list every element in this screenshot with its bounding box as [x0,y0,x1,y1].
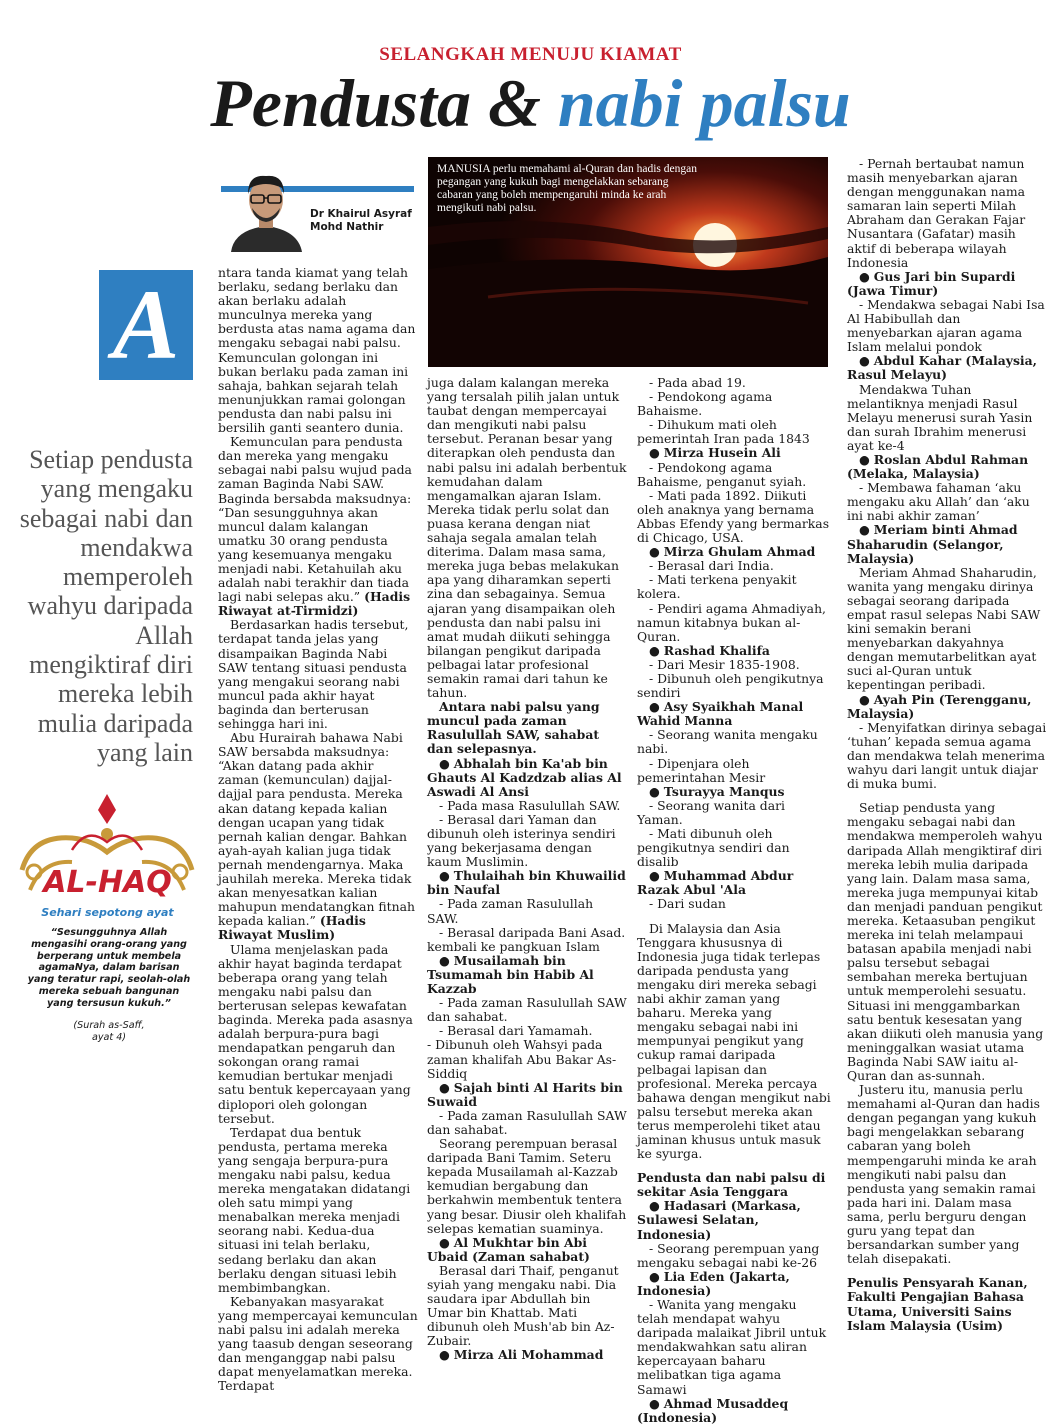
list-item [427,869,627,897]
list-detail: - Pada masa Rasulullah SAW. [439,797,621,813]
list-item [637,1199,831,1241]
prophet-name: Gus Jari bin Supardi (Jawa Timur) [847,268,1016,298]
prophet-name: Rashad Khalifa [663,642,770,658]
list-detail: - Berasal daripada Bani Asad. kembali ke pangkuan Islam [427,924,626,954]
list-item [637,545,831,559]
al-haq-quote: “Sesungguhnya Allah mengasihi orang-orang yang berperang untuk membela agamaNya, dalam barisan yang teratur rapi, seolah-olah mereka sebuah bangunan yang tersusun kukuh.” [27,927,191,1009]
prophet-name: Mirza Ghulam Ahmad [663,544,816,560]
list-detail: - Wanita yang mengaku telah mendapat wahyu daripada malaikat Jibril untuk mendakwahkan satu aliran kepercayaan baharu melibatkan tiga agama Samawi [637,1297,827,1397]
list-item [637,446,831,460]
prophet-name: Meriam binti Ahmad Shaharudin (Selangor, Malaysia) [847,522,1018,566]
list-detail: - Mati dibunuh oleh pengikutnya sendiri dan disalib [637,826,790,870]
prophet-name: Tsurayya Manqus [663,783,785,799]
list-item [847,693,1047,721]
col1-para1: ntara tanda kiamat yang telah berlaku, sedang berlaku dan akan berlaku adalah munculnya mereka yang berdusta atas nama agama dan mengaku sebagai nabi palsu. Kemunculan golongan ini bukan berlaku pada zaman ini sahaja, bahkan sejarah telah menunjukkan ramai golongan pendusta dan nabi palsu ini bersilih ganti seantero dunia. [218,265,416,436]
list-item [637,785,831,799]
list-detail: Seorang perempuan berasal daripada Bani Tamim. Seteru kepada Musailamah al-Kazzab kemudian bergabung dan berkahwin membentuk tentera yang besar. Diusir oleh khalifah selepas kematian suaminya. [427,1136,627,1236]
list-detail: Mendakwa Tuhan melantiknya menjadi Rasul Melayu menerusi surah Yasin dan surah Ibrahim menerusi ayat ke-4 [847,381,1033,453]
list-detail: - Pada abad 19. [649,375,746,390]
list-detail: - Pada zaman Rasulullah SAW. [427,896,594,926]
author-bio-text: Penulis Pensyarah Kanan, Fakulti Pengajian Bahasa Utama, Universiti Sains Islam Malaysia (Usim) [847,1275,1028,1333]
prophet-name: Sajah binti Al Harits bin Suwaid [427,1079,623,1109]
list-item [847,354,1047,382]
column-1 [218,266,418,1394]
list-detail: - Berasal dari India. [649,558,774,574]
list-detail: - Pendiri agama Ahmadiyah, namun kitabnya bukan al-Quran. [637,600,826,644]
kicker: SELANGKAH MENUJU KIAMAT [379,44,682,65]
list-item [427,954,627,996]
prophet-name: Ayah Pin (Terengganu, Malaysia) [847,691,1032,721]
list-detail: - Dipenjara oleh pemerintahan Mesir [637,755,766,785]
prophet-name: Thulaihah bin Khuwailid bin Naufal [427,868,626,898]
column-2 [427,376,627,1363]
prophet-name: Mirza Ali Mohammad [453,1347,604,1363]
col1-para2 [218,435,418,618]
col3-heading-text: Pendusta dan nabi palsu di sekitar Asia Tenggara [637,1170,826,1200]
list-detail: - Seorang wanita dari Yaman. [637,797,786,827]
list-detail: - Seorang wanita mengaku nabi. [637,727,818,757]
prophet-name: Lia Eden (Jakarta, Indonesia) [637,1268,790,1298]
col1-para2-ref: (Hadis Riwayat at-Tirmidzi) [218,589,411,619]
col4-para2: Justeru itu, manusia perlu memahami al-Quran dan hadis dengan pegangan yang kukuh bagi mengelakkan sebarang cabaran yang boleh mempengaruhi minda ke arah mengikuti nabi palsu dan pendusta yang semakin ramai pada hari ini. Dalam masa sama, perlu berguru dengan guru yang tepat dan bersandarkan sumber yang telah disepakati. [847,1082,1040,1267]
col4-para1: Setiap pendusta yang mengaku sebagai nabi dan mendakwa memperoleh wahyu daripada Allah mengiktiraf diri mereka lebih mulia daripada yang lain. Dalam masa sama, mereka juga mempunyai kitab dan menjadi panduan pengikut mereka. Ketaasuban pengikut mereka ini telah melampaui batasan apabila menjadi nabi palsu tersebut sebagai sembahan mereka bertujuan untuk memperolehi sesuatu. Situasi ini menggambarkan satu bentuk kesesatan yang akan diikuti oleh manusia yang meninggalkan wasiat utama Baginda Nabi SAW iaitu al-Quran dan as-sunnah. [847,800,1044,1083]
col2-para1: juga dalam kalangan mereka yang tersalah pilih jalan untuk taubat dengan mempercayai dan mengikuti nabi palsu tersebut. Peranan besar yang diterapkan oleh pendusta dan nabi palsu ini adalah berbentuk kemudahan dalam mengamalkan ajaran Islam. Mereka tidak perlu solat dan puasa kerana dengan niat sahaja segala amalan telah diterima. Dalam masa sama, mereka juga bebas melakukan apa yang diharamkan seperti zina dan sebagainya. Semua ajaran yang disampaikan oleh pendusta dan nabi palsu ini amat mudah diikuti sehingga bilangan pengikut daripada pelbagai latar profesional semakin ramai dari tahun ke tahun. [427,375,627,701]
al-haq-subtitle: Sehari sepotong ayat [41,906,174,919]
prophet-name: Hadasari (Markasa, Sulawesi Selatan, Indonesia) [637,1198,801,1242]
list-detail: - Berasal dari Yamamah. [439,1023,593,1039]
prophet-name: Ahmad Musaddeq (Indonesia) [637,1395,789,1425]
list-detail: - Berasal dari Yaman dan dibunuh oleh isterinya sendiri yang bekerjasama dengan kaum Muslimin. [427,811,616,870]
list-detail: - Pendokong agama Bahaisme. [637,389,773,419]
list-item [847,270,1047,298]
col1-para2-text: Kemunculan para pendusta dan mereka yang mengaku sebagai nabi palsu wujud pada zaman Baginda Nabi SAW. Baginda bersabda maksudnya: “Dan sesungguhnya akan muncul dalam kalangan umatku 30 orang pendusta yang kesemuanya mengaku menjadi nabi. Ketahuilah aku adalah nabi terakhir dan tiada lagi nabi selepas aku.” [218,434,412,605]
list-detail: - Pernah bertaubat namun masih menyebarkan ajaran dengan menggunakan nama samaran lain seperti Milah Abraham dan Gerakan Fajar Nusantara (Gafatar) masih aktif di beberapa wilayah Indonesia [847,156,1026,270]
author-photo [226,164,306,252]
col2-heading-text: Antara nabi palsu yang muncul pada zaman Rasulullah SAW, sahabat dan selepasnya. [427,699,600,757]
author-name-line1: Dr Khairul Asyraf [310,208,412,220]
prophet-name: Musailamah bin Tsumamah bin Habib Al Kazzab [427,952,594,997]
list-detail: - Dihukum mati oleh pemerintah Iran pada 1843 [637,417,810,447]
column-3 [637,376,831,1425]
prophet-name: Abhalah bin Ka'ab bin Ghauts Al Kadzdzab alias Al Aswadi Al Ansi [427,755,622,799]
list-detail: Meriam Ahmad Shaharudin, wanita yang mengaku dirinya sebagai seorang daripada empat rasul selepas Nabi SAW kini semakin berani menyebarkan dakyahnya dengan memutarbelitkan ayat suci al-Quran untuk kepentingan peribadi. [847,564,1041,693]
list-detail: - Dibunuh oleh Wahsyi pada zaman khalifah Abu Bakar As-Siddiq [427,1037,617,1081]
photo-caption: MANUSIA perlu memahami al-Quran dan hadis dengan pegangan yang kukuh bagi mengelakkan sebarang cabaran yang boleh mempengaruhi minda ke arah mengikuti nabi palsu. [437,163,697,214]
prophet-name: Mirza Husein Ali [663,445,781,461]
list-item [637,1270,831,1298]
list-detail: - Dibunuh oleh pengikutnya sendiri [637,670,824,701]
list-item [427,757,627,799]
prophet-name: Al Mukhtar bin Abi Ubaid (Zaman sahabat) [427,1234,590,1264]
author-bio [847,1276,1047,1332]
list-detail: - Dari sudan [649,896,726,912]
list-detail: - Mati terkena penyakit kolera. [637,572,797,602]
col1-para4-text: Abu Hurairah bahawa Nabi SAW bersabda maksudnya: “Akan datang pada akhir zaman (kemunculan) dajjal-dajjal para pendusta. Mereka akan datang kepada kalian dengan ucapan yang tidak pernah kalian dengar. Bahkan ayah-ayah kalian juga tidak pernah mendengarnya. Maka jauhilah mereka. Mereka tidak akan menyesatkan kalian mahupun mendatangkan fitnah kepada kalian.” [218,730,415,929]
list-item [427,1348,627,1362]
col3-heading [637,1171,831,1199]
list-detail: - Pada zaman Rasulullah SAW dan sahabat. [427,1107,627,1137]
list-detail: - Membawa fahaman ‘aku mengaku aku Allah’ dan ‘aku ini nabi akhir zaman’ [847,480,1030,524]
list-detail: - Pendokong agama Bahaisme, penganut syiah. [637,459,807,489]
prophet-name: Asy Syaikhah Manal Wahid Manna [637,699,804,729]
list-item [637,1397,831,1425]
list-item [427,1236,627,1264]
author-byline [310,208,420,234]
col2-heading [427,700,627,756]
col1-para4 [218,731,418,942]
list-item [427,1081,627,1109]
list-detail: - Seorang perempuan yang mengaku sebagai nabi ke-26 [637,1240,820,1270]
al-haq-source [26,1020,192,1044]
col1-para5: Ulama menjelaskan pada akhir hayat baginda terdapat beberapa orang yang telah mengaku nabi palsu dan berterusan selepas kewafatan baginda. Mereka pada asasnya adalah berpura-pura bagi mendapatkan pengaruh dan sokongan orang ramai kemudian bertukar menjadi satu bentuk kepercayaan yang diplopori oleh golongan tersebut. [218,941,413,1126]
list-detail: Berasal dari Thaif, penganut syiah yang mengaku nabi. Dia saudara ipar Abdullah bin Umar bin Khattab. Mati dibunuh oleh Mush'ab bin Az-Zubair. [427,1262,619,1349]
list-detail: - Mendakwa sebagai Nabi Isa Al Habibullah dan menyebarkan ajaran agama Islam melalui pondok [847,296,1045,355]
prophet-name: Abdul Kahar (Malaysia, Rasul Melayu) [847,353,1037,383]
list-item [847,453,1047,481]
prophet-name: Roslan Abdul Rahman (Melaka, Malaysia) [847,451,1029,482]
list-detail: - Dari Mesir 1835-1908. [649,656,800,672]
list-detail: - Mati pada 1892. Diikuti oleh anaknya yang bernama Abbas Efendy yang bermarkas di Chicago, USA. [637,487,830,546]
col1-para7: Kebanyakan masyarakat yang mempercayai kemunculan nabi palsu ini adalah mereka yang taasub dengan seseorang dan menganggap nabi palsu dapat menyelamatkan mereka. Terdapat [218,1293,418,1394]
list-item [637,700,831,728]
al-haq-source-line2: ayat 4) [91,1032,127,1043]
col1-para4-ref: (Hadis Riwayat Muslim) [218,913,366,943]
list-item [637,644,831,658]
headline [0,64,1061,142]
column-4 [847,157,1047,1333]
author-name-line2: Mohd Nathir [310,221,384,233]
list-detail: - Menyifatkan dirinya sebagai ‘tuhan’ kepada semua agama dan mendakwa telah menerima wahyu dari langit untuk diajar di muka bumi. [847,719,1047,792]
col1-para3: Berdasarkan hadis tersebut, terdapat tanda jelas yang disampaikan Baginda Nabi SAW tentang situasi pendusta yang mengakui seorang nabi muncul pada akhir hayat baginda dan berterusan sehingga hari ini. [218,617,409,731]
col3-para-asia: Di Malaysia dan Asia Tenggara khususnya di Indonesia juga tidak terlepas daripada pendusta yang mengaku diri mereka sebagi nabi akhir zaman yang baharu. Mereka yang mengaku sebagai nabi ini mempunyai pengikut yang cukup ramai daripada pelbagai lapisan dan profesional. Mereka percaya bahawa dengan mengikut nabi palsu tersebut mereka akan terus memperolehi tiket atau jaminan khusus untuk masuk ke syurga. [637,920,831,1162]
drop-cap: A [99,270,193,380]
col1-para6: Terdapat dua bentuk pendusta, pertama mereka yang sengaja berpura-pura mengaku nabi palsu, kedua mereka mengatakan didatangi oleh satu mimpi yang menabalkan mereka menjadi seorang nabi. Kedua-dua situasi ini telah berlaku, sedang berlaku dan akan berlaku dengan situasi lebih membimbangkan. [218,1124,411,1295]
al-haq-title: AL-HAQ [43,865,172,900]
headline-part2: nabi palsu [557,65,851,141]
list-item [637,869,831,897]
pull-quote: Setiap pendusta yang mengaku sebagai nabi dan mendakwa memperoleh wahyu daripada Allah mengiktiraf diri mereka lebih mulia daripada yang lain [19,445,193,767]
headline-part1: Pendusta & [210,65,541,141]
list-item [847,523,1047,565]
list-detail: - Pada zaman Rasulullah SAW dan sahabat. [427,995,627,1025]
prophet-name: Muhammad Abdur Razak Abul 'Ala [637,868,794,898]
al-haq-source-line1: (Surah as-Saff, [73,1020,145,1031]
